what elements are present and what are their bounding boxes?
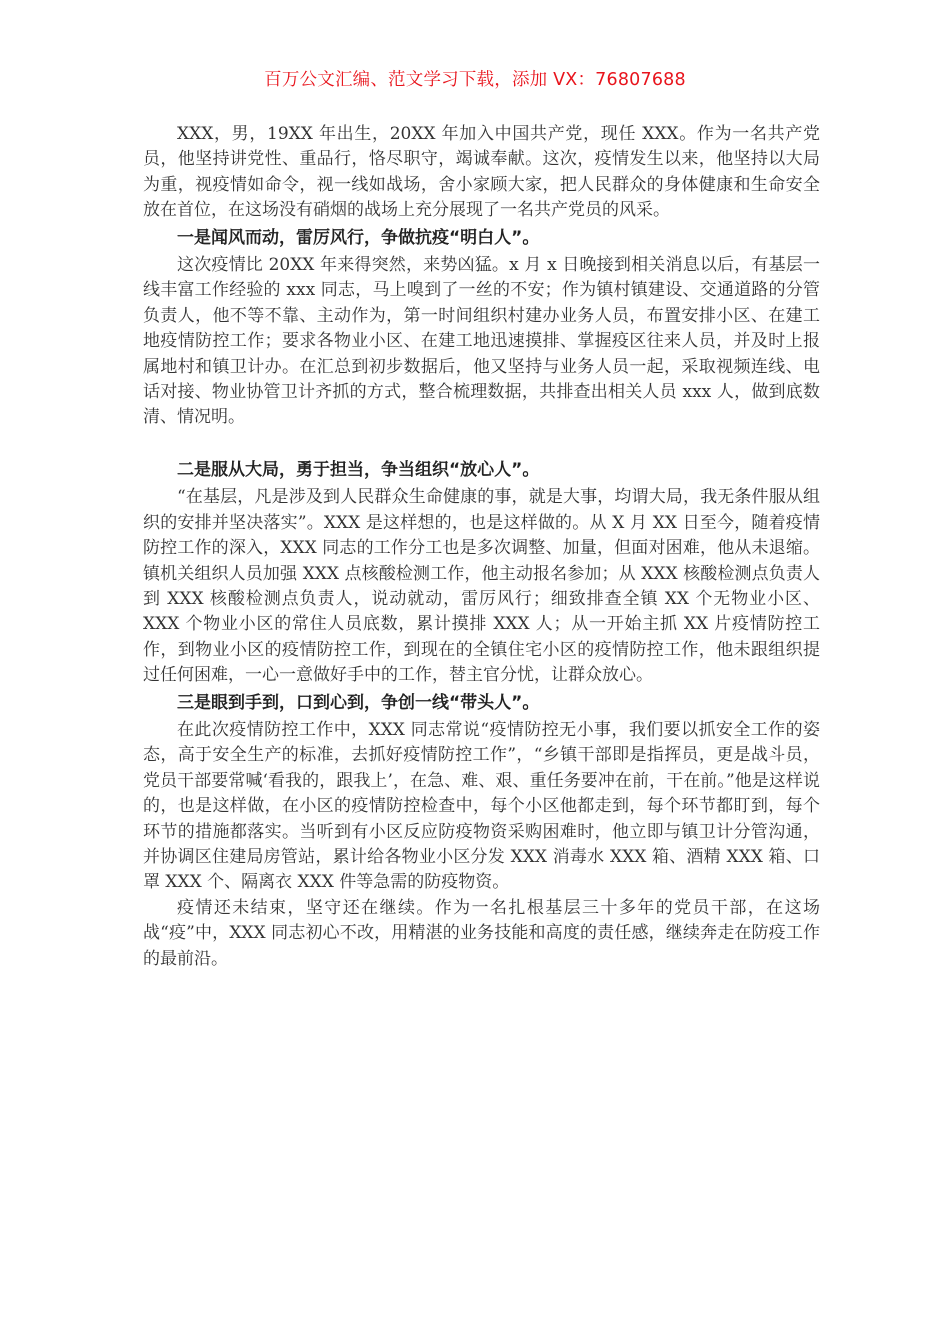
document-body [143, 122, 820, 972]
section-3-paragraph-1: 在此次疫情防控工作中，XXX 同志常说“疫情防控无小事，我们要以抓安全工作的姿态，高于安全生产的标准，去抓好疫情防控工作”，“乡镇干部即是指挥员，更是战斗员，党员干部要常喊‘看我的，跟我上’，在急、难、艰、重任务要冲在前，干在前。”他是这样说的，也是这样做，在小区的疫情防控检查中，每个小区他都走到，每个环节都盯到，每个环节的措施都落实。当听到有小区反应防疫物资采购困难时，他立即与镇卫计分管沟通，并协调区住建局房管站，累计给各物业小区分发 XXX 消毒水 XXX 箱、酒精 XXX 箱、口罩 XXX 个、隔离衣 XXX 件等急需的防疫物资。 [143, 719, 820, 893]
section-heading-1: 一是闻风而动，雷厉风行，争做抗疫“明白人”。 [177, 227, 540, 248]
section-1-paragraph-1: 这次疫情比 20XX 年来得突然，来势凶猛。x 月 x 日晚接到相关消息以后，有基层一线丰富工作经验的 xxx 同志，马上嗅到了一丝的不安；作为镇村镇建设、交通道路的分管负责人，他不等不靠、主动作为，第一时间组织村建办业务人员，布置安排小区、在建工地疫情防控工作；要求各物业小区、在建工地迅速摸排、掌握疫区往来人员，并及时上报属地村和镇卫计办。在汇总到初步数据后，他又坚持与业务人员一起，采取视频连线、电话对接、物业协管卫计齐抓的方式，整合梳理数据，共排查出相关人员 xxx 人，做到底数清、情况明。 [143, 255, 820, 428]
download-banner: 百万公文汇编、范文学习下载，添加 VX：76807688 [264, 70, 686, 90]
intro-paragraph: XXX，男，19XX 年出生，20XX 年加入中国共产党，现任 XXX。作为一名共产党员，他坚持讲党性、重品行，恪尽职守，竭诚奉献。这次，疫情发生以来，他坚持以大局为重，视疫情如命令，视一线如战场，舍小家顾大家，把人民群众的身体健康和生命安全放在首位，在这场没有硝烟的战场上充分展现了一名共产党员的风采。 [143, 124, 820, 221]
section-heading-2: 二是服从大局，勇于担当，争当组织“放心人”。 [177, 459, 540, 480]
section-heading-3: 三是眼到手到，口到心到，争创一线“带头人”。 [177, 692, 540, 713]
section-2-paragraph-1: “在基层，凡是涉及到人民群众生命健康的事，就是大事，均谓大局，我无条件服从组织的安排并坚决落实”。XXX 是这样想的，也是这样做的。从 X 月 XX 日至今，随着疫情防控工作的深入，XXX 同志的工作分工也是多次调整、加量，但面对困难，他从未退缩。镇机关组织人员加强 XXX 点核酸检测工作，他主动报名参加；从 XXX 核酸检测点负责人到 XXX 核酸检测点负责人，说动就动，雷厉风行；细致排查全镇 XX 个无物业小区、XXX 个物业小区的常住人员底数，累计摸排 XXX 人；从一开始主抓 XX 片疫情防控工作，到物业小区的疫情防控工作，到现在的全镇住宅小区的疫情防控工作，他未跟组织提过任何困难，一心一意做好手中的工作，替主官分忧，让群众放心。 [143, 487, 820, 686]
blank-line [143, 431, 820, 456]
closing-paragraph: 疫情还未结束，坚守还在继续。作为一名扎根基层三十多年的党员干部，在这场战“疫”中，XXX 同志初心不改，用精湛的业务技能和高度的责任感，继续奔走在防疫工作的最前沿。 [143, 897, 820, 969]
